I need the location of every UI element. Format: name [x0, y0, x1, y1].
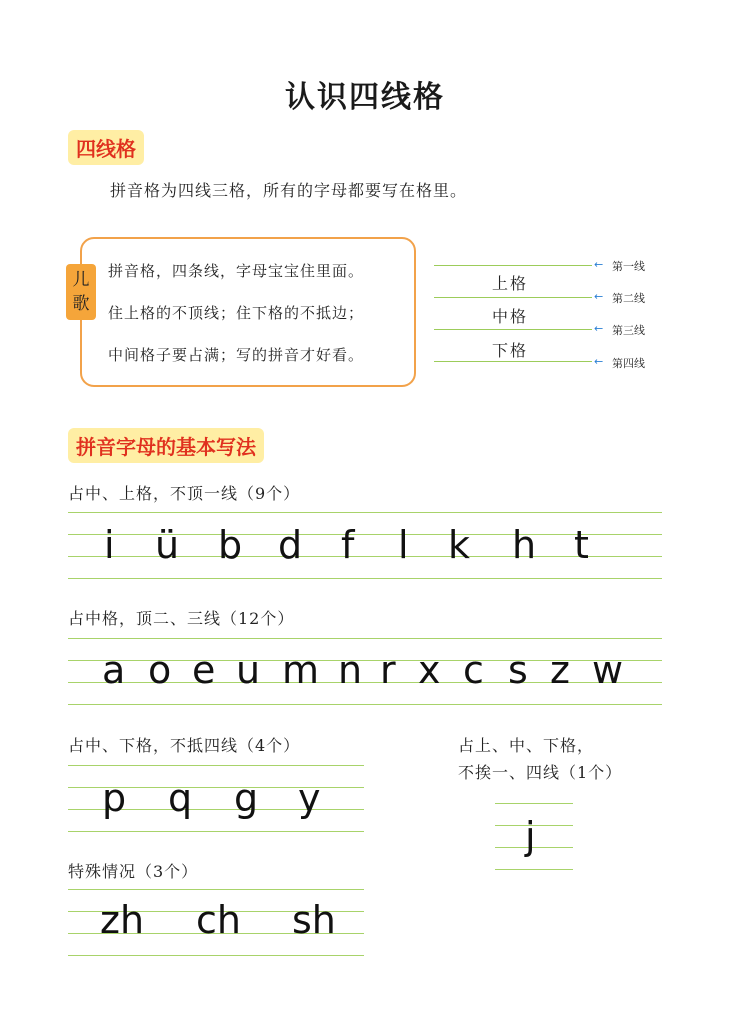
- letter: d: [278, 523, 303, 567]
- grid-line: [495, 869, 573, 870]
- intro-text: 拼音格为四线三格，所有的字母都要写在格里。: [110, 181, 468, 200]
- letter: i: [104, 523, 115, 567]
- ruler-line-4: [434, 361, 592, 362]
- grid-line: [68, 831, 364, 832]
- letter: n: [338, 648, 363, 692]
- letter: s: [508, 648, 528, 692]
- grid-line: [68, 889, 364, 890]
- nursery-rhyme-tag-char-1: 儿: [72, 270, 90, 290]
- ruler-line-label-2: 第二线: [612, 292, 645, 305]
- arrow-left-icon: ←: [594, 355, 604, 368]
- arrow-left-icon: ←: [594, 258, 604, 271]
- letter: f: [341, 523, 355, 567]
- letter: j: [525, 814, 536, 858]
- ruler-line-label-3: 第三线: [612, 324, 645, 337]
- rhyme-line-1: 拼音格，四条线，字母宝宝住里面。: [108, 262, 365, 280]
- group-4-caption-line-2: 不挨一、四线（1个）: [458, 763, 623, 782]
- letter: k: [448, 523, 471, 567]
- letter: g: [234, 776, 259, 820]
- writing-grid-group-5: [68, 889, 364, 957]
- ruler-cell-middle: 中格: [492, 307, 529, 326]
- letter: b: [218, 523, 243, 567]
- letter: o: [148, 648, 172, 692]
- section-tag-four-line-grid: 四线格: [68, 130, 144, 165]
- letter: h: [512, 523, 537, 567]
- letter: ü: [155, 523, 180, 567]
- writing-grid-group-2: [68, 638, 662, 706]
- letter: q: [168, 776, 193, 820]
- writing-grid-group-3: [68, 765, 364, 833]
- letter: ch: [196, 898, 241, 942]
- grid-line: [68, 704, 662, 705]
- ruler-line-2: [434, 297, 592, 298]
- ruler-line-label-4: 第四线: [612, 357, 645, 370]
- grid-line: [68, 955, 364, 956]
- letter: w: [592, 648, 624, 692]
- letter: y: [298, 776, 321, 820]
- letter: c: [463, 648, 484, 692]
- ruler-cell-lower: 下格: [492, 341, 529, 360]
- ruler-line-3: [434, 329, 592, 330]
- letter: p: [102, 776, 127, 820]
- letter: e: [192, 648, 216, 692]
- arrow-left-icon: ←: [594, 322, 604, 335]
- ruler-cell-upper: 上格: [492, 274, 529, 293]
- nursery-rhyme-tag-char-2: 歌: [72, 294, 90, 314]
- grid-line: [68, 578, 662, 579]
- grid-line: [68, 765, 364, 766]
- ruler-line-1: [434, 265, 592, 266]
- letter: zh: [100, 898, 145, 942]
- letter: x: [418, 648, 441, 692]
- writing-grid-group-4: [495, 803, 573, 871]
- grid-line: [495, 803, 573, 804]
- group-3-caption: 占中、下格，不抵四线（4个）: [68, 736, 301, 755]
- letter: l: [398, 523, 409, 567]
- letter: sh: [292, 898, 336, 942]
- section-tag-basic-writing: 拼音字母的基本写法: [68, 428, 264, 463]
- group-4-caption-line-1: 占上、中、下格，: [458, 736, 595, 755]
- group-1-caption: 占中、上格，不顶一线（9个）: [68, 484, 301, 503]
- group-2-caption: 占中格，顶二、三线（12个）: [68, 609, 295, 628]
- page-title: 认识四线格: [285, 80, 445, 115]
- grid-line: [68, 638, 662, 639]
- letter: t: [574, 523, 589, 567]
- arrow-left-icon: ←: [594, 290, 604, 303]
- letter: z: [550, 648, 570, 692]
- rhyme-line-2: 住上格的不顶线；住下格的不抵边；: [108, 304, 365, 322]
- rhyme-line-3: 中间格子要占满；写的拼音才好看。: [108, 346, 365, 364]
- letter: u: [236, 648, 261, 692]
- ruler-line-label-1: 第一线: [612, 260, 645, 273]
- letter: r: [380, 648, 396, 692]
- letter: m: [282, 648, 320, 692]
- letter: a: [102, 648, 126, 692]
- nursery-rhyme-tag: [66, 264, 96, 320]
- grid-line: [68, 512, 662, 513]
- group-5-caption: 特殊情况（3个）: [68, 862, 199, 881]
- writing-grid-group-1: [68, 512, 662, 580]
